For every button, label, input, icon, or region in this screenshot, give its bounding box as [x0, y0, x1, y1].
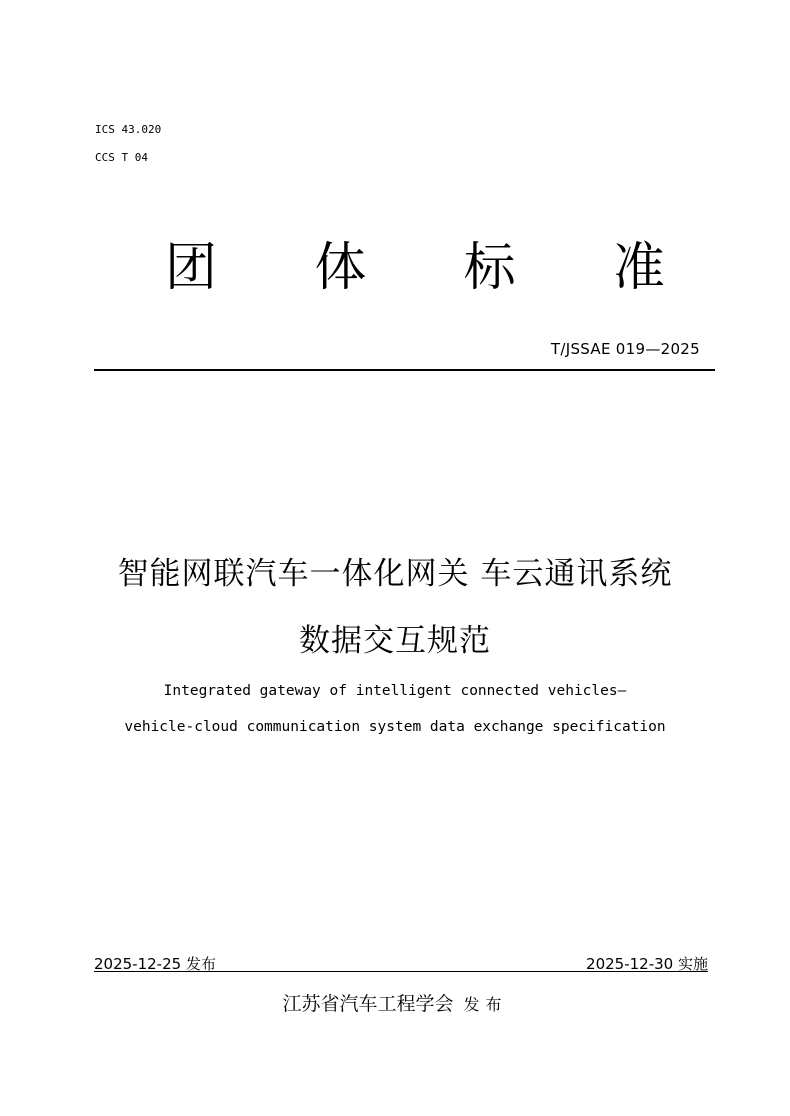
ccs-code: CCS T 04	[95, 151, 148, 164]
doc-type-char: 准	[612, 237, 665, 298]
footer-divider	[94, 971, 708, 972]
publisher	[0, 989, 790, 1016]
english-title-line-2: vehicle-cloud communication system data exchange specification	[124, 719, 666, 735]
doc-type-char: 团	[165, 237, 218, 298]
standard-number: T/JSSAE 019—2025	[550, 340, 700, 358]
publish-date: 2025-12-25 发布	[94, 955, 216, 973]
implementation-date: 2025-12-30 实施	[586, 955, 708, 973]
publisher-name: 江苏省汽车工程学会	[282, 993, 454, 1015]
publisher-issue-label: 发布	[463, 995, 508, 1014]
chinese-title-line-2: 数据交互规范	[299, 623, 491, 659]
chinese-title-line-1: 智能网联汽车一体化网关 车云通讯系统	[117, 556, 673, 592]
ics-code: ICS 43.020	[95, 123, 162, 136]
document-type-heading	[165, 232, 665, 298]
doc-type-char: 体	[314, 237, 367, 298]
doc-type-char: 标	[463, 237, 516, 298]
header-divider	[94, 369, 715, 371]
english-title-line-1: Integrated gateway of intelligent connected vehicles—	[163, 683, 627, 699]
